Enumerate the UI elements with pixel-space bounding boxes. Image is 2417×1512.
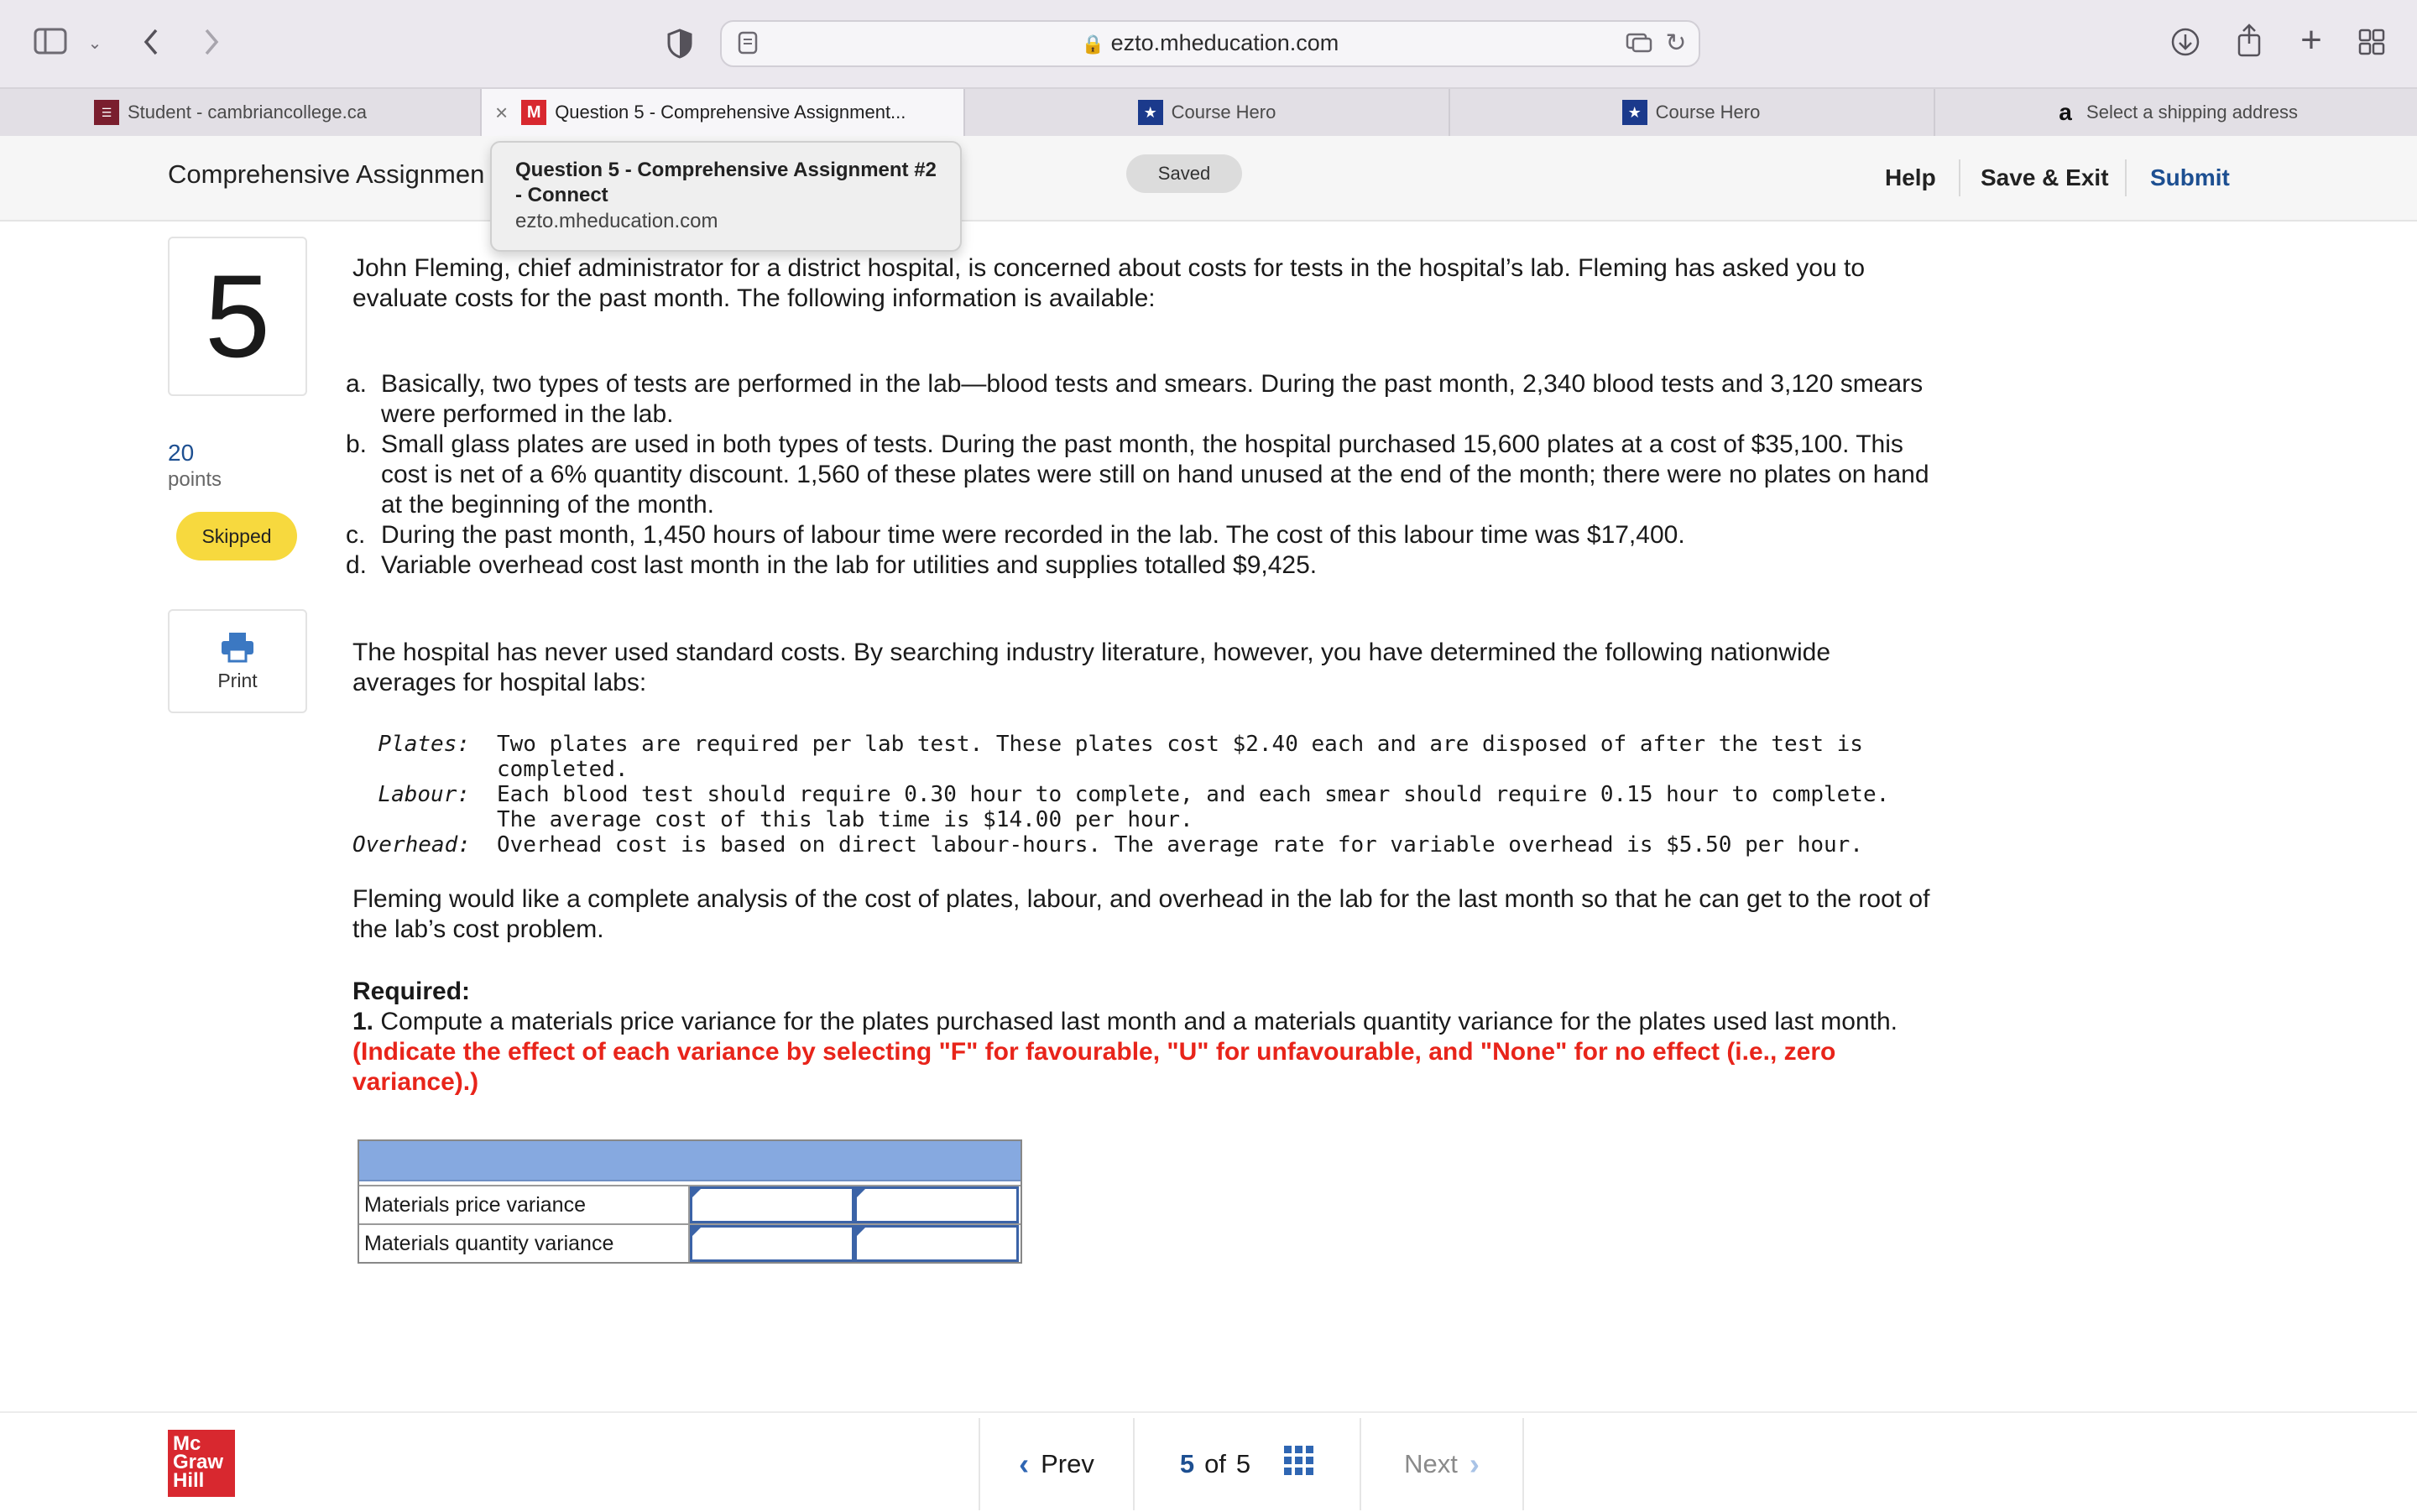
standard-line: Two plates are required per lab test. These plates cost $2.40 each and are disposed of after the test is [497,732,1863,757]
forward-icon[interactable] [195,23,228,60]
quantity-variance-amount-input[interactable] [690,1225,854,1262]
price-variance-amount-input[interactable] [690,1186,854,1223]
logo-text: Graw [173,1451,224,1473]
logo-text: Hill [173,1469,205,1492]
header-divider [1959,159,1960,196]
standard-label: Plates: [378,732,470,757]
standard-label: Labour: [378,782,470,807]
table-row [359,1223,1021,1262]
status-badge: Skipped [176,512,297,560]
fleming-paragraph: Fleming would like a complete analysis of the cost of plates, labour, and overhead in the lab for the last month so that he can get to the root of the lab’s cost problem. [352,885,1930,943]
question-number: 5 [168,237,307,396]
list-item [346,520,1932,550]
page-total: 5 [1235,1449,1251,1478]
standard-text [497,732,1863,782]
list-text: Basically, two types of tests are performed in the lab—blood tests and smears. During the past month, 2,340 blood tests and 3,120 smears were performed in the lab. [381,370,1924,428]
chevron-down-icon[interactable]: ⌄ [87,34,102,53]
tab-label: Course Hero [1655,102,1761,123]
page-indicator[interactable] [1133,1418,1360,1510]
share-screen-icon[interactable] [1625,30,1653,55]
close-tab-icon[interactable]: × [495,99,509,125]
points-value: 20 [168,440,195,466]
tab-overview-icon[interactable] [2357,27,2387,57]
print-button[interactable] [168,609,307,713]
tab-amazon[interactable] [1934,89,2417,136]
list-item [346,550,1932,581]
tab-label: Question 5 - Comprehensive Assignment... [555,102,906,123]
requirement-instruction: (Indicate the effect of each variance by selecting "F" for favourable, "U" for unfavourable, and "None" for no effect (i.e., zero variance).) [352,1038,1836,1096]
cambrian-favicon-icon: ☰ [94,100,119,125]
requirement-text: Compute a materials price variance for the plates purchased last month and a materials quantity variance for the plates used last month. [373,1008,1898,1035]
new-tab-icon[interactable]: + [2300,19,2322,60]
standard-label: Overhead: [352,832,471,858]
address-bar[interactable] [720,20,1700,67]
next-button[interactable] [1360,1418,1524,1510]
standard-line: completed. [497,757,629,782]
save-exit-button[interactable]: Save & Exit [1981,164,2109,190]
back-icon[interactable] [134,23,168,60]
given-information-list [346,369,1932,581]
tab-course-hero-2[interactable] [1449,89,1935,136]
variance-table [358,1139,1022,1264]
list-item [346,369,1932,430]
required-label: Required: [352,978,471,1005]
quantity-variance-effect-select[interactable] [854,1225,1019,1262]
row-label: Materials quantity variance [359,1225,690,1262]
tab-label: Course Hero [1171,102,1276,123]
standards-intro: The hospital has never used standard costs. By searching industry literature, however, you have determined the following nationwide averages for hospital labs: [352,639,1831,696]
list-key: d. [346,551,368,579]
tooltip-url: ezto.mheducation.com [515,210,718,232]
standard-line: Overhead cost is based on direct labour-hours. The average rate for variable overhead is $5.50 per hour. [497,832,1863,858]
grid-icon[interactable] [1284,1446,1314,1483]
mcgraw-hill-logo [168,1430,235,1497]
tab-label: Student - cambriancollege.ca [128,102,367,123]
list-text: Small glass plates are used in both types of tests. During the past month, the hospital purchased 15,600 plates at a cost of $35,100. This cost is net of a 6% quantity discount. 1,560 of these plates were still on hand unused at the end of the month; there were no plates on hand at the beginning of the month. [381,430,1929,519]
page-current: 5 [1179,1449,1195,1478]
next-label: Next [1404,1449,1458,1478]
header-divider [2125,159,2127,196]
share-icon[interactable] [2232,22,2266,59]
url-text: ezto.mheducation.com [1110,30,1339,55]
required-section [352,977,1930,1098]
lock-icon: 🔒 [1081,34,1105,55]
requirement-number: 1. [352,1008,374,1035]
tab-question-5[interactable] [482,89,965,136]
page-of: of [1204,1449,1226,1478]
table-row [359,1185,1021,1223]
standard-line: Each blood test should require 0.30 hour to complete, and each smear should require 0.15 hour to complete. [497,782,1890,807]
tab-hover-tooltip [490,141,962,252]
mcgraw-favicon-icon: M [521,100,546,125]
assignment-title: Comprehensive Assignmen [168,159,485,189]
list-text: Variable overhead cost last month in the lab for utilities and supplies totalled $9,425. [381,551,1318,579]
list-key: a. [346,370,368,398]
prev-button[interactable] [979,1418,1133,1510]
list-text: During the past month, 1,450 hours of labour time were recorded in the lab. The cost of this labour time was $17,400. [381,521,1685,549]
printer-icon [220,631,255,667]
prev-label: Prev [1041,1449,1094,1478]
submit-button[interactable]: Submit [2150,164,2230,190]
chevron-right-icon: › [1469,1447,1480,1481]
browser-toolbar [0,0,2417,89]
list-key: b. [346,430,368,458]
help-button[interactable]: Help [1885,164,1936,190]
requirement-1 [352,1007,1930,1098]
amazon-favicon-icon: a [2059,99,2072,125]
row-label: Materials price variance [359,1186,690,1223]
list-key: c. [346,521,366,549]
tab-course-hero-1[interactable] [965,89,1450,136]
tab-student[interactable] [0,89,482,136]
price-variance-effect-select[interactable] [854,1186,1019,1223]
reload-icon[interactable]: ↻ [1665,29,1687,57]
tab-label: Select a shipping address [2086,102,2298,123]
sidebar-toggle-icon[interactable] [34,27,67,55]
logo-text: Mc [173,1432,201,1455]
tooltip-title: Question 5 - Comprehensive Assignment #2 - Connect [515,159,937,206]
standard-text [497,832,1863,858]
standard-text [497,782,1889,832]
saved-badge: Saved [1126,154,1242,193]
points-label: points [168,468,222,491]
chevron-left-icon: ‹ [1019,1447,1030,1481]
table-header [359,1141,1021,1181]
download-icon[interactable] [2169,25,2202,59]
privacy-shield-icon[interactable] [663,25,697,62]
standard-line: The average cost of this lab time is $14.00 per hour. [497,807,1193,832]
list-item [346,430,1932,520]
print-label: Print [217,670,258,691]
intro-paragraph: John Fleming, chief administrator for a district hospital, is concerned about costs for tests in the hospital’s lab. Fleming has asked you to evaluate costs for the past month. The following information is available: [352,254,1866,312]
course-hero-favicon-icon: ★ [1138,100,1163,125]
tab-bar [0,89,2417,138]
course-hero-favicon-icon: ★ [1622,100,1647,125]
